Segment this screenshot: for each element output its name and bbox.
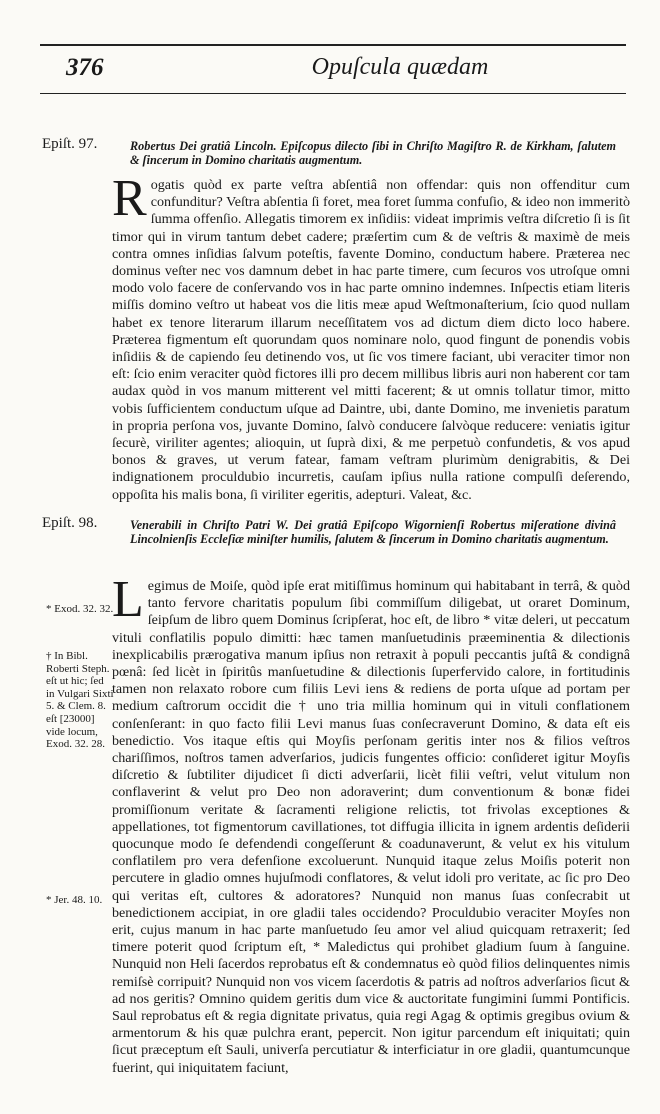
margin-note-bibl: † In Bibl. Roberti Steph. eſt ut hic; ſed in Vulgari Sixti 5. & Clem. 8. eſt [23000] vide locum, Exod. 32. 28. xyxy=(46,650,114,751)
margin-note-jer: * Jer. 48. 10. xyxy=(46,894,103,906)
epistle-97-heading: Robertus Dei gratiâ Lincoln. Epiſcopus dilecto ſibi in Chriſto Magiſtro R. de Kirkham, ſalutem & ſincerum in Domino charitatis augmentum. xyxy=(130,139,616,167)
header-rule xyxy=(40,93,626,94)
margin-note-exod: * Exod. 32. 32. xyxy=(46,603,114,615)
epistle-97-body xyxy=(112,170,630,504)
epistle-98-label: Epiſt. 98. xyxy=(42,515,98,531)
drop-cap-r: R xyxy=(112,170,147,227)
running-title: Opuſcula quædam xyxy=(311,54,489,80)
epistle-98-body xyxy=(112,571,630,1077)
epistle-97-text: ogatis quòd ex parte veſtra abſentiâ non offendar: quis non offenditur cum confunditur? Veſtra abſentia ſi foret, mea foret ſumma confuſio, & ideo non immeritò ſumma offenſio. Allegatis timorem ex inſidiis: videat imprimis veſtra diſcretio ſi is ſit timor qui in virum tantum debet cadere; præſertim cum & de veſtris & maximè de meis contra omnes inſidias ſalvum poteſtis, favente Domino, conductum habere. Præterea nec dominus veſter nec vos damnum debet in hac parte timere, cum ſecuros vos utroſque omni modo volo facere de conſervando vos in hac parte omnino indemnes. Inſpectis etiam literis miſſis domino veſtro ut habeat vos die litis meæ apud Weſtmonaſterium, ſcio quod nullam habet ex tenore literarum illarum neceſſitatem vos ad dictum diem dicto loco habere. Præterea figmentum eſt quorundam quos nominare nolo, quod fingunt de ponendis vobis inſidiis & de capiendo ſeu detinendo vos, ut ſic vos timere faciant, ubi veraciter timor non eſt: ſcio enim veraciter quòd fictores illi pro decem millibus libris auri non haberent cor tam audax quòd in vos manum mitterent vel mitti facerent; & ut omnis tollatur timor, mitto vobis ſufficientem conductum uſque ad Daintre, ubi, dante Domino, me invenietis paratum in propria perſona vos, juvante Domino, ſalvò conducere ſalvòque reducere: veniatis igitur ſecurè, viriliter agentes; alioquin, ut ſuprà dixi, & me perpetuò confundetis, & vos apud bonos & graves, ut verum fatear, famam veſtram plurimùm denigrabitis, & Dei indignationem proculdubio incurretis, cauſam ipſius nulla ratione compulſi deſerendo, oppoſita his malis bona, ſi viriliter egeritis, adepturi. Valeat, &c. xyxy=(112,177,630,503)
epistle-98-text: egimus de Moiſe, quòd ipſe erat mitiſſimus hominum qui habitabant in terrâ, & quòd tanto fervore charitatis populum ſibi commiſſum diligebat, ut oraret Dominum, ſeipſum de libro quem Dominus ſcripſerat, hoc eſt, de libro * vitæ deleri, ut peccatum vituli conflatilis populo dimitti: hæc tamen manſuetudinis præeminentia & dilectionis inexplicabilis prærogativa manum ipſius non retraxit à populi peccantis juſtâ & condignâ pœnâ: ſed licèt in ſpiritûs manſuetudine & dilectionis ſuperfervido calore, in fortitudinis tamen non relaxato robore cum filiis Levi iens & rediens de porta uſque ad portam per medium caſtrorum occidit die † uno tria millia hominum qui in vituli conflationem conſenſerant: in quo facto filii Levi manus ſuas conſecraverunt Domino, & data eſt eis benedictio. Vos itaque eſtis qui Moyſis perſonam geritis inter nos & filios veſtros chariſſimos, noſtros tamen adverſarios, judicis fungentes officio: conſideret igitur Moyſis diſcretio & ſubtiliter dijudicet ſi dicti adverſarii, licèt filii veſtri, velut vitulum non conflaverint & velut pro Deo non adoraverint; dum conventionum & bonæ fidei promiſſionum veritate & ſacramenti religione relictis, tot frivolas exceptiones & appellationes, tot figmentorum cavillationes, tot diffugia illicita in ignem ardentis deſiderii quocunque modo ſe defendendi congeſſerunt & coadunaverunt, & velut ex his vitulum conflatilem pro vera defenſione excoluerunt. Nunquid itaque zelus Moiſis poterit non percutere in gladio omnes hujuſmodi conflatores, & velut idoli pro veritate, ac ſic pro Deo qui veritas eſt, cultores & adoratores? Nunquid non manus ſuas conſecrabit ut benedictionem accipiat, in ore gladii tales occidendo? Proculdubio veraciter Moyſes non erit, cujus manum in hac parte manſuetudo ſeu amor vel aliud quicquam retraxerit; ſed timere poterit quod ſcriptum eſt, * Maledictus qui prohibet gladium ſuum à ſanguine. Nunquid non Heli ſacerdos reprobatus eſt & condemnatus eò quòd filios delinquentes nimis remiſsè corripuit? Nunquid non vos vicem ſacerdotis & patris ad noſtros adverſarios ſicut & ad nos geritis? Omnino quidem geritis dum vice & auctoritate fungimini ſummi Pontificis. Saul reprobatus eſt & regia dignitate privatus, quia regi Agag & optimis gregibus ovium & armentorum & his quæ pulchra erant, pepercit. Non igitur parcendum eſt iniquitati; quin ſicut præceptum eſt Sauli, univerſa percutiatur & interficiatur in ore gladii, quantumcunque fuerint, qui iniquitatem faciunt, xyxy=(112,578,630,1076)
top-rule xyxy=(40,44,626,46)
epistle-97-label: Epiſt. 97. xyxy=(42,136,98,152)
page-number: 376 xyxy=(66,54,104,81)
epistle-98-heading: Venerabili in Chriſto Patri W. Dei gratiâ Epiſcopo Wigornienſi Robertus miſeratione divinâ Lincolnienſis Eccleſiæ miniſter humilis, ſalutem & ſincerum in Domino charitatis augmentum. xyxy=(130,518,616,546)
drop-cap-l: L xyxy=(112,571,144,628)
